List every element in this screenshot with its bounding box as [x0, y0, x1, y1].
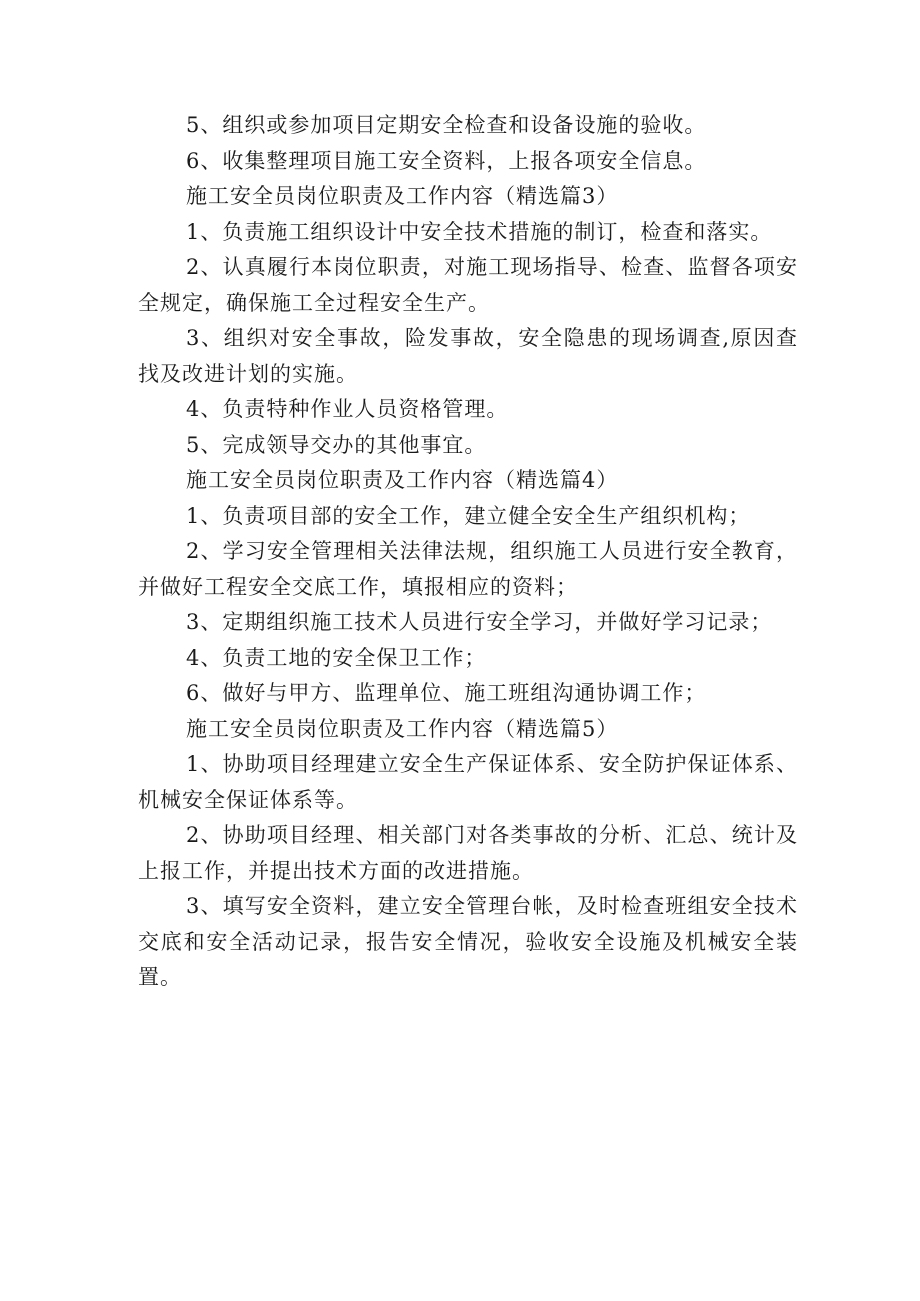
paragraph: 6、做好与甲方、监理单位、施工班组沟通协调工作；	[186, 681, 707, 705]
section-heading: 施工安全员岗位职责及工作内容（精选篇4）	[186, 468, 619, 492]
paragraph: 1、负责项目部的安全工作，建立健全安全生产组织机构；	[186, 503, 751, 528]
section-heading: 施工安全员岗位职责及工作内容（精选篇5）	[186, 716, 619, 741]
document-body	[138, 108, 798, 996]
paragraph: 3、定期组织施工技术人员进行安全学习，并做好学习记录；	[186, 610, 773, 634]
paragraph: 6、收集整理项目施工安全资料，上报各项安全信息。	[186, 148, 707, 173]
paragraph: 3、组织对安全事故，险发事故，安全隐患的现场调查,原因查找及改进计划的实施。	[138, 326, 798, 386]
paragraph: 5、组织或参加项目定期安全检查和设备设施的验收。	[186, 113, 707, 137]
paragraph: 2、学习安全管理相关法律法规，组织施工人员进行安全教育，并做好工程安全交底工作，填报相应的资料；	[138, 539, 798, 599]
paragraph: 1、协助项目经理建立安全生产保证体系、安全防护保证体系、机械安全保证体系等。	[138, 752, 798, 812]
paragraph: 3、填写安全资料，建立安全管理台帐，及时检查班组安全技术交底和安全活动记录，报告安全情况，验收安全设施及机械安全装置。	[138, 894, 798, 989]
section-heading: 施工安全员岗位职责及工作内容（精选篇3）	[186, 184, 619, 208]
paragraph: 1、负责施工组织设计中安全技术措施的制订，检查和落实。	[186, 219, 773, 244]
paragraph: 2、协助项目经理、相关部门对各类事故的分析、汇总、统计及上报工作，并提出技术方面的改进措施。	[138, 823, 798, 883]
paragraph: 5、完成领导交办的其他事宜。	[186, 432, 487, 457]
paragraph: 4、负责工地的安全保卫工作；	[186, 645, 487, 670]
paragraph: 4、负责特种作业人员资格管理。	[186, 397, 509, 421]
paragraph: 2、认真履行本岗位职责，对施工现场指导、检查、监督各项安全规定，确保施工全过程安全生产。	[138, 255, 798, 315]
